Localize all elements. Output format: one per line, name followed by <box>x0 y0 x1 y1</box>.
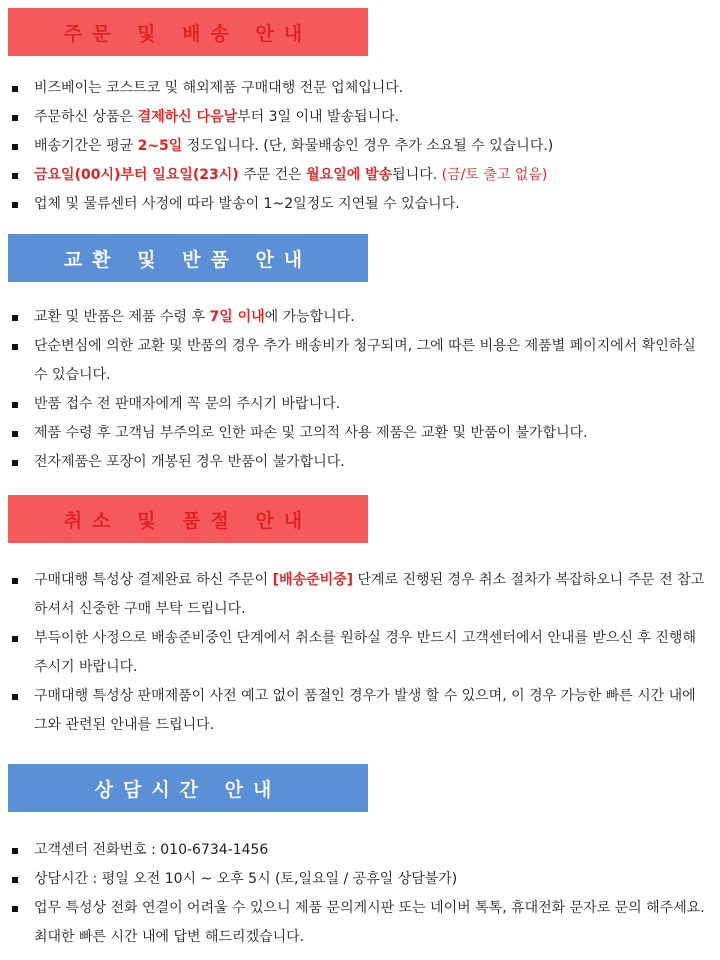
hours-text: 상담시간 : 평일 오전 10시 ~ 오후 5시 (토,일요일 / 공휴일 상담불가) <box>34 871 458 887</box>
item-text: 단계로 진행된 경우 취소 절차가 복잡하오니 주문 전 참고하셔서 신중한 구매 부탁 드립니다. <box>34 572 705 617</box>
item-highlight: 결제하신 다음날 <box>137 109 238 125</box>
list-item <box>8 390 708 419</box>
list-item <box>8 419 708 448</box>
exchange-return-list <box>8 303 708 477</box>
consult-hours-list <box>8 836 708 952</box>
bullet-icon <box>12 402 18 408</box>
list-item <box>8 103 708 132</box>
cancel-soldout-title: 취소 및 품절 안내 <box>63 509 313 532</box>
list-item <box>8 624 708 682</box>
bullet-icon <box>12 460 18 466</box>
item-text: 업무 특성상 전화 연결이 어려울 수 있으니 제품 문의게시판 또는 네이버 톡톡, 휴대전화 문자로 문의 해주세요. 최대한 빠른 시간 내에 답변 해드리겠습니다. <box>34 900 705 945</box>
exchange-return-title: 교환 및 반품 안내 <box>63 248 313 271</box>
list-item <box>8 566 708 624</box>
item-text: 부터 3일 이내 발송됩니다. <box>237 109 400 125</box>
item-text: 주문 건은 <box>238 167 307 183</box>
item-text: 됩니다. <box>392 167 442 183</box>
item-text: 배송기간은 평균 <box>34 138 138 154</box>
item-highlight: 월요일에 발송 <box>306 167 393 183</box>
cancel-soldout-list <box>8 566 708 740</box>
bullet-icon <box>12 906 18 912</box>
item-text: 반품 접수 전 판매자에게 꼭 문의 주시기 바랍니다. <box>34 396 341 412</box>
bullet-icon <box>12 431 18 437</box>
bullet-icon <box>12 344 18 350</box>
bullet-icon <box>12 315 18 321</box>
item-text: 교환 및 반품은 제품 수령 후 <box>34 309 210 325</box>
list-item <box>8 303 708 332</box>
bullet-icon <box>12 115 18 121</box>
phone-number-text: 고객센터 전화번호 : 010-6734-1456 <box>34 842 269 858</box>
list-item <box>8 448 708 477</box>
item-text: 제품 수령 후 고객님 부주의로 인한 파손 및 고의적 사용 제품은 교환 및 반품이 불가합니다. <box>34 425 588 441</box>
list-item <box>8 332 708 390</box>
item-text: 전자제품은 포장이 개봉된 경우 반품이 불가합니다. <box>34 454 345 470</box>
bullet-icon <box>12 578 18 584</box>
consult-hours-header <box>8 764 368 812</box>
item-text: 주문하신 상품은 <box>34 109 138 125</box>
consult-hours-title: 상담시간 안내 <box>94 778 282 801</box>
item-text: 단순변심에 의한 교환 및 반품의 경우 추가 배송비가 청구되며, 그에 따른 비용은 제품별 페이지에서 확인하실 수 있습니다. <box>34 338 696 383</box>
item-highlight: [배송준비중] <box>272 572 354 588</box>
list-item <box>8 682 708 740</box>
item-highlight: (금/토 출고 없음) <box>441 167 548 183</box>
list-item <box>8 74 708 103</box>
bullet-icon <box>12 86 18 92</box>
bullet-icon <box>12 173 18 179</box>
bullet-icon <box>12 144 18 150</box>
list-item <box>8 161 708 190</box>
item-text: 부득이한 사정으로 배송준비중인 단계에서 취소를 원하실 경우 반드시 고객센터에서 안내를 받으신 후 진행해주시기 바랍니다. <box>34 630 696 675</box>
bullet-icon <box>12 636 18 642</box>
order-shipping-title: 주문 및 배송 안내 <box>63 22 313 45</box>
list-item <box>8 865 708 894</box>
list-item <box>8 132 708 161</box>
list-item <box>8 190 708 219</box>
item-highlight: 금요일(00시)부터 일요일(23시) <box>34 167 239 183</box>
bullet-icon <box>12 202 18 208</box>
cancel-soldout-header <box>8 495 368 543</box>
list-item <box>8 894 708 952</box>
list-item <box>8 836 708 865</box>
item-text: 구매대행 특성상 판매제품이 사전 예고 없이 품절인 경우가 발생 할 수 있으며, 이 경우 가능한 빠른 시간 내에 그와 관련된 안내를 드립니다. <box>34 688 696 733</box>
item-text: 에 가능합니다. <box>264 309 355 325</box>
item-text: 구매대행 특성상 결제완료 하신 주문이 <box>34 572 273 588</box>
item-text: 업체 및 물류센터 사정에 따라 발송이 1~2일정도 지연될 수 있습니다. <box>34 196 460 212</box>
item-highlight: 2~5일 <box>137 138 183 154</box>
bullet-icon <box>12 694 18 700</box>
item-highlight: 7일 이내 <box>209 309 265 325</box>
bullet-icon <box>12 877 18 883</box>
item-text: 비즈베이는 코스트코 및 해외제품 구매대행 전문 업체입니다. <box>34 80 404 96</box>
bullet-icon <box>12 848 18 854</box>
order-shipping-list <box>8 74 708 219</box>
exchange-return-header <box>8 234 368 282</box>
item-text: 정도입니다. (단, 화물배송인 경우 추가 소요될 수 있습니다.) <box>182 138 554 154</box>
order-shipping-header <box>8 8 368 56</box>
